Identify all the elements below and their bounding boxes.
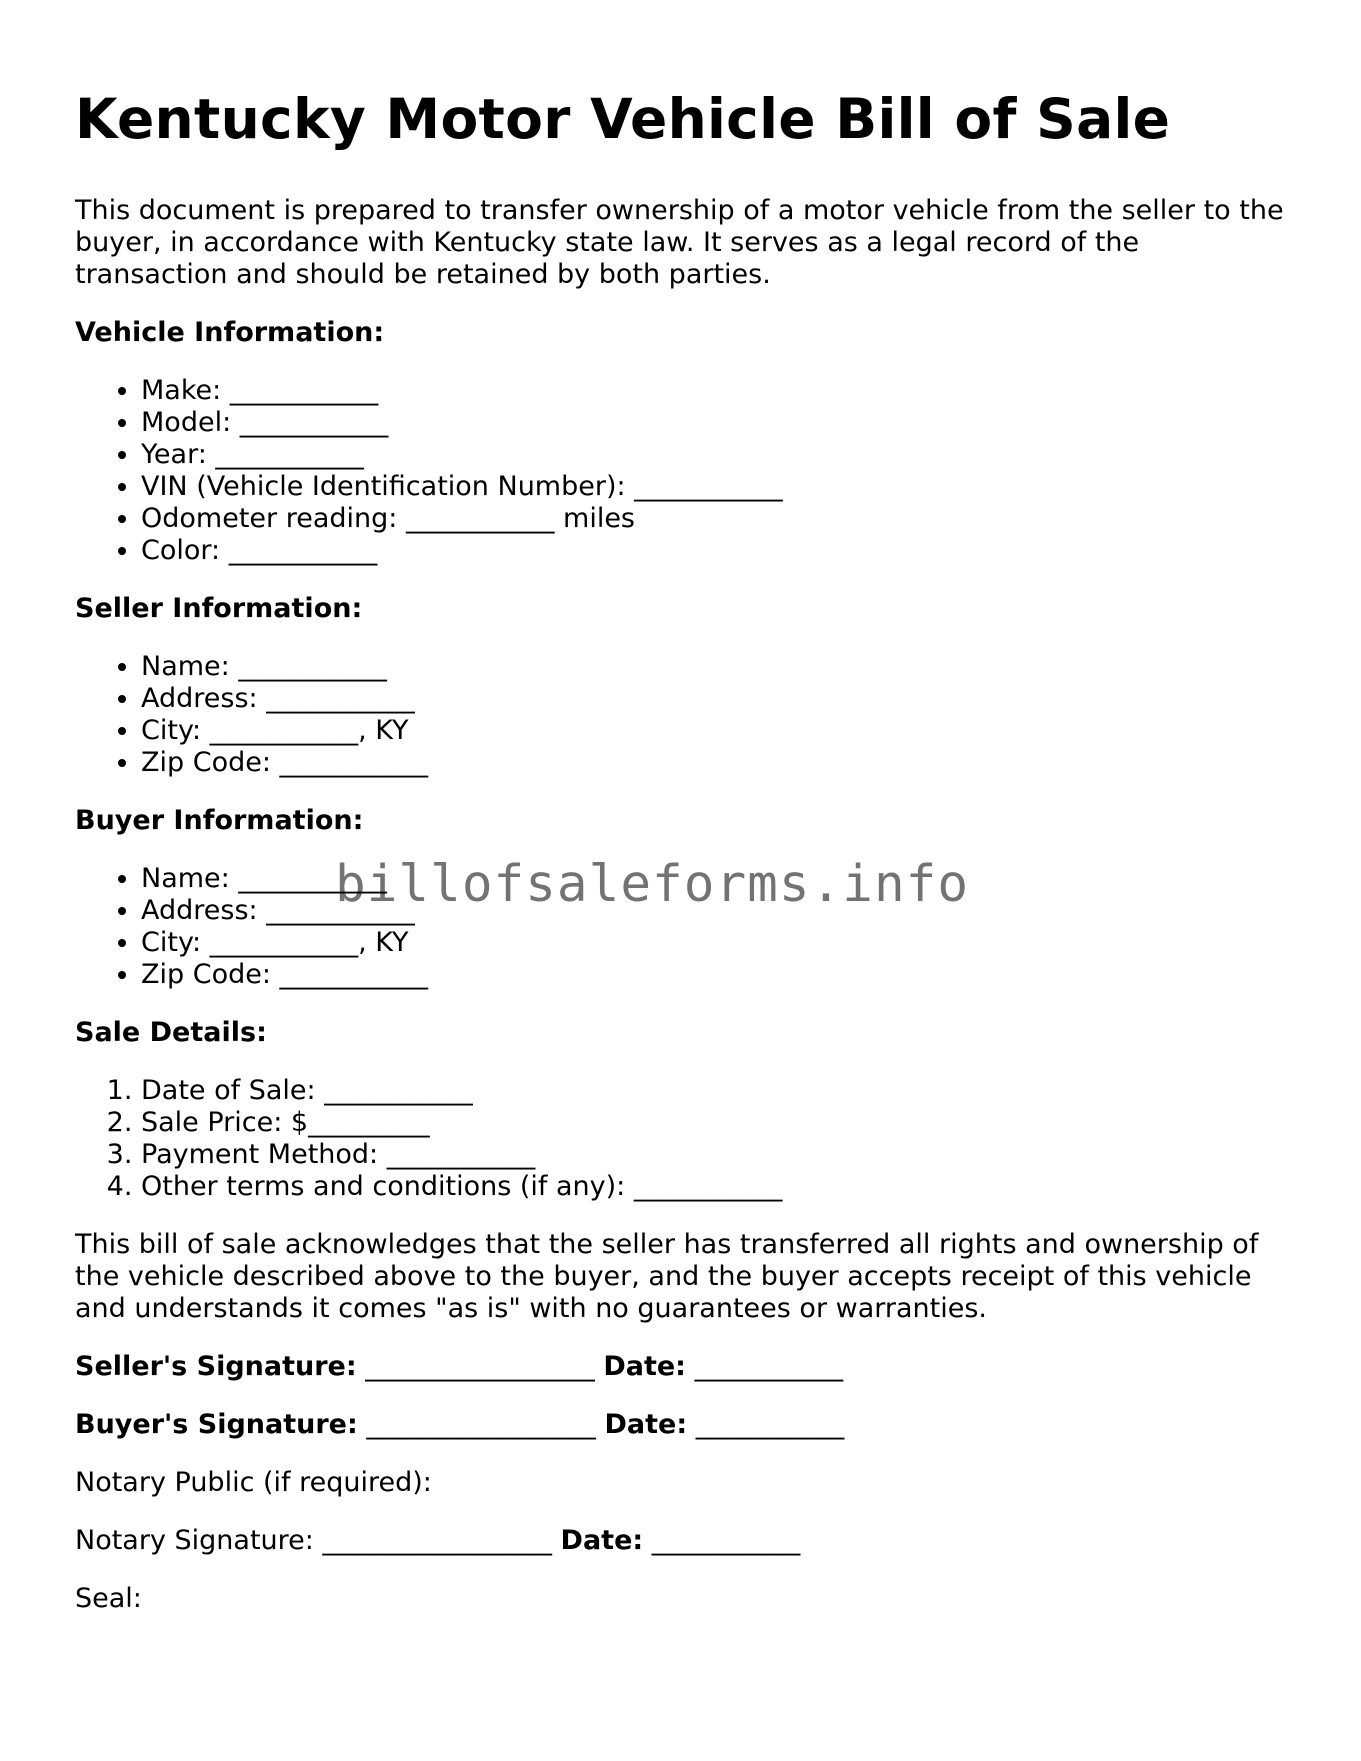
- notary-date-blank: ___________: [643, 1525, 801, 1556]
- list-item: • Model: ___________: [141, 407, 1295, 439]
- list-item: • Address: ___________: [141, 683, 1295, 715]
- notary-signature-blank: _________________: [313, 1525, 561, 1556]
- list-item: • Name: ___________: [141, 651, 1295, 683]
- list-item: • VIN (Vehicle Identification Number): ___________: [141, 471, 1295, 503]
- list-item: • City: ___________, KY: [141, 715, 1295, 747]
- page-title: Kentucky Motor Vehicle Bill of Sale: [75, 87, 1171, 151]
- seller-info-heading: Seller Information:: [75, 593, 363, 624]
- notary-public-label: Notary Public (if required):: [75, 1467, 432, 1498]
- sale-details-heading: Sale Details:: [75, 1017, 267, 1048]
- buyer-signature-blank: _________________: [357, 1409, 605, 1440]
- list-item: • Make: ___________: [141, 375, 1295, 407]
- list-item: 4. Other terms and conditions (if any): ___________: [141, 1171, 1295, 1203]
- list-item: • Zip Code: ___________: [141, 747, 1295, 779]
- buyer-signature-line: [75, 1409, 1295, 1441]
- seller-signature-blank: _________________: [356, 1351, 604, 1382]
- notary-signature-line: [75, 1525, 1295, 1557]
- sale-details-list: [75, 1075, 1295, 1203]
- list-item: • Address: ___________: [141, 895, 1295, 927]
- vehicle-info-heading: Vehicle Information:: [75, 317, 385, 348]
- seller-signature-line: [75, 1351, 1295, 1383]
- seal-label: Seal:: [75, 1583, 142, 1614]
- seller-date-label: Date:: [603, 1351, 686, 1382]
- seller-signature-label: Seller's Signature:: [75, 1351, 357, 1382]
- list-item: • Year: ___________: [141, 439, 1295, 471]
- list-item: • Zip Code: ___________: [141, 959, 1295, 991]
- list-item: 1. Date of Sale: ___________: [141, 1075, 1295, 1107]
- buyer-date-blank: ___________: [687, 1409, 845, 1440]
- vehicle-info-list: [75, 375, 1295, 567]
- list-item: • Odometer reading: ___________ miles: [141, 503, 1295, 535]
- notary-signature-label: Notary Signature:: [75, 1525, 314, 1556]
- notary-date-label: Date:: [560, 1525, 644, 1556]
- buyer-info-heading: Buyer Information:: [75, 805, 364, 836]
- buyer-date-label: Date:: [604, 1409, 688, 1440]
- list-item: • Color: ___________: [141, 535, 1295, 567]
- list-item: 3. Payment Method: ___________: [141, 1139, 1295, 1171]
- watermark: billofsaleforms.info: [335, 855, 970, 914]
- seller-date-blank: ___________: [685, 1351, 844, 1382]
- buyer-signature-label: Buyer's Signature:: [75, 1409, 358, 1440]
- list-item: • Name: ___________: [141, 863, 1295, 895]
- list-item: • City: ___________, KY: [141, 927, 1295, 959]
- seller-info-list: [75, 651, 1295, 779]
- closing-paragraph: This bill of sale acknowledges that the seller has transferred all rights and ownership of the vehicle described above to the buyer, and the buyer accepts receipt of this vehicle and understands it comes "as is" with no guarantees or warranties.: [75, 1229, 1259, 1324]
- list-item: 2. Sale Price: $_________: [141, 1107, 1295, 1139]
- intro-paragraph: This document is prepared to transfer ownership of a motor vehicle from the seller to the buyer, in accordance with Kentucky state law. It serves as a legal record of the transaction and should be retained by both parties.: [75, 195, 1284, 290]
